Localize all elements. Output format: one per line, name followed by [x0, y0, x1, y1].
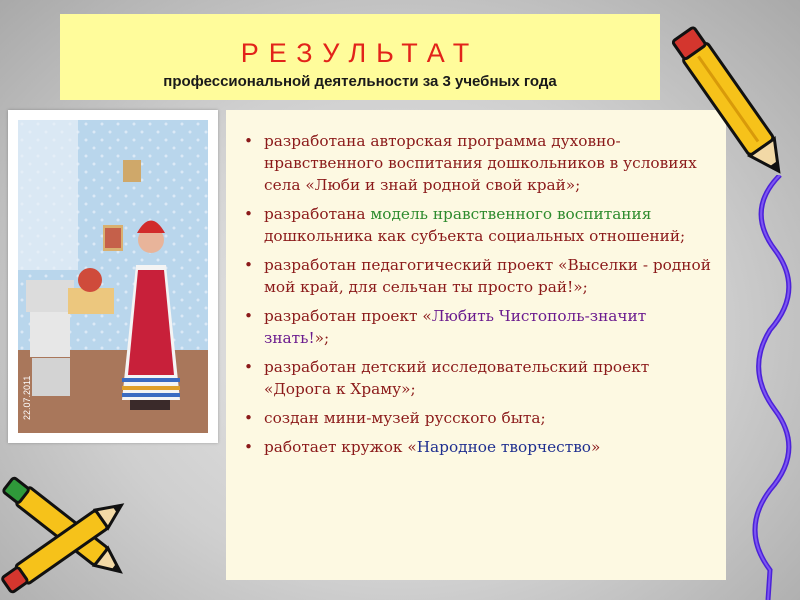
list-item-text: разработана авторская программа духовно-нравственного воспитания дошкольников в условиях села «Люби и знай родной свой край»;	[264, 132, 697, 194]
highlighted-text: Любить Чистополь-значит знать!	[264, 307, 647, 347]
list-item	[236, 407, 716, 429]
list-item-text: разработан детский исследовательский проект «Дорога к Храму»;	[264, 358, 650, 398]
list-item-text: разработан педагогический проект «Выселки - родной мой край, для сельчан ты просто рай!»;	[264, 256, 711, 296]
list-item	[236, 436, 716, 458]
list-item-text: разработана	[264, 205, 371, 223]
list-item	[236, 254, 716, 298]
photo-frame	[8, 110, 218, 443]
bullet-icon: •	[244, 438, 254, 456]
list-item-text: работает кружок «	[264, 438, 417, 456]
list-item	[236, 305, 716, 349]
crossed-pencils-icon	[0, 470, 140, 600]
list-item-text: создан мини-музей русского быта;	[264, 409, 546, 427]
content-box	[226, 110, 726, 580]
list-item	[236, 130, 716, 196]
wavy-line-decoration	[740, 175, 800, 600]
list-item-text: разработан проект «	[264, 307, 432, 325]
list-item	[236, 356, 716, 400]
title-box	[60, 14, 660, 100]
bullet-icon: •	[244, 409, 254, 427]
bullet-icon: •	[244, 307, 254, 325]
results-list	[236, 130, 716, 458]
slide-title: РЕЗУЛЬТАТ	[240, 38, 480, 68]
bullet-icon: •	[244, 205, 254, 223]
list-item-text: дошкольника как субъекта социальных отношений;	[264, 227, 686, 245]
teacher-photo	[18, 120, 208, 433]
list-item-text: »;	[314, 329, 330, 347]
bullet-icon: •	[244, 358, 254, 376]
slide-subtitle: профессиональной деятельности за 3 учебных года	[163, 73, 557, 90]
list-item-text: »	[591, 438, 601, 456]
highlighted-text: модель нравственного воспитания	[370, 205, 652, 223]
photo-date-stamp: 22.07.2011	[22, 375, 32, 420]
bullet-icon: •	[244, 256, 254, 274]
highlighted-text: Народное творчество	[416, 438, 592, 456]
list-item	[236, 203, 716, 247]
bullet-icon: •	[244, 132, 254, 150]
